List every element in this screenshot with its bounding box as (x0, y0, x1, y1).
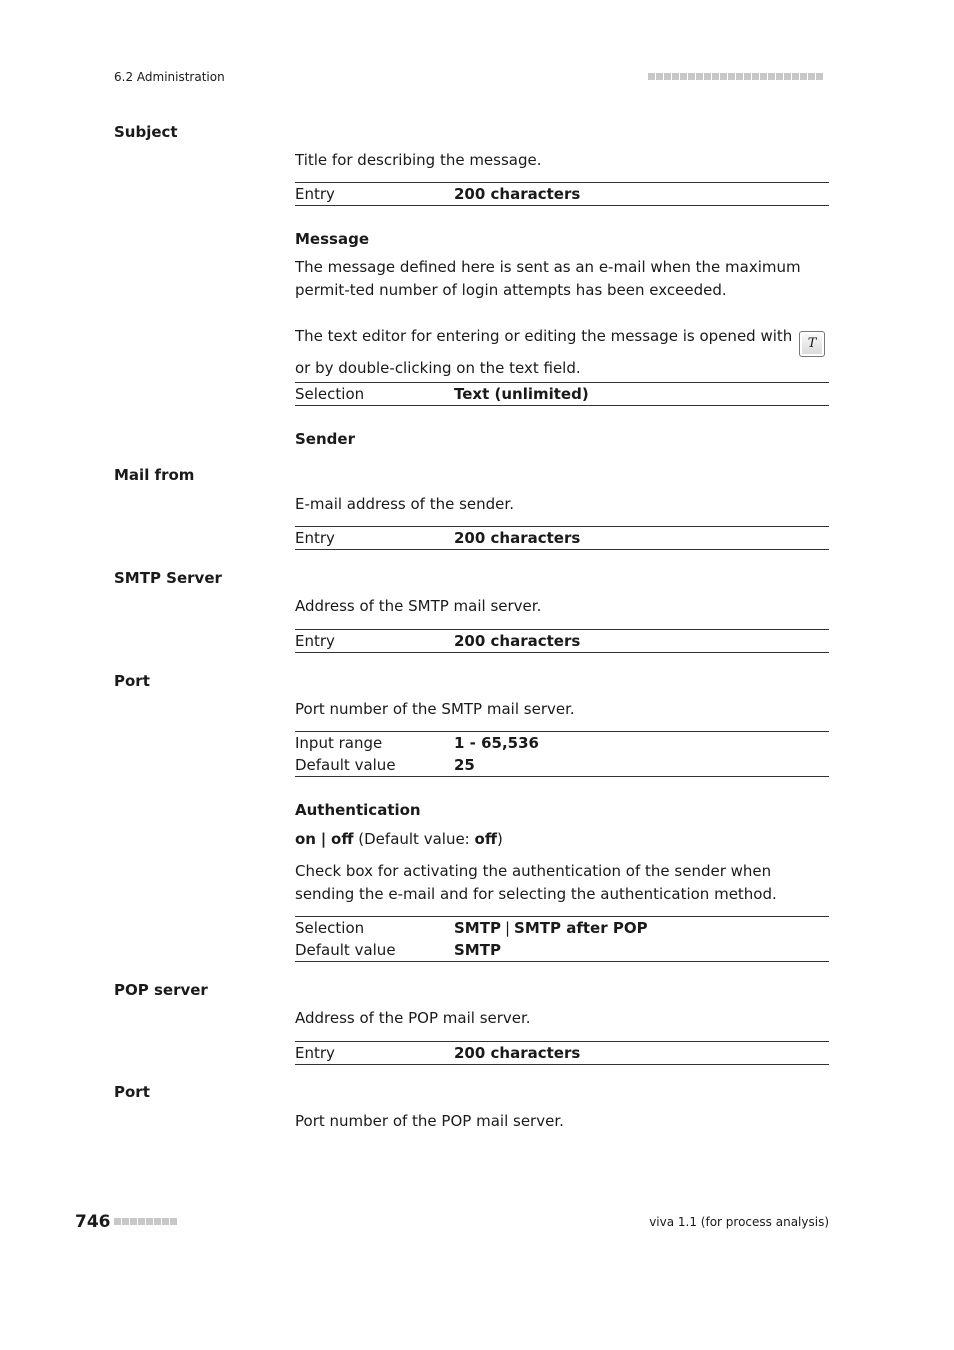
mail-from-table (295, 526, 829, 550)
table-key: Default value (295, 756, 396, 774)
term-smtp-server: SMTP Server (114, 569, 222, 587)
pop-server-table (295, 1041, 829, 1065)
authentication-values (295, 828, 829, 851)
table-row (295, 527, 829, 549)
message-editor-description (295, 325, 829, 380)
table-key: Selection (295, 385, 365, 403)
editor-text-pre: The text editor for entering or editing the message is opened with (295, 327, 793, 345)
header-decoration (648, 73, 823, 80)
table-key: Input range (295, 734, 383, 752)
table-value: 1 - 65,536 (454, 734, 539, 752)
smtp-server-description: Address of the SMTP mail server. (295, 597, 542, 615)
table-value: 25 (454, 756, 475, 774)
subject-table (295, 182, 829, 206)
default-value: off (474, 830, 497, 848)
footer-decoration (114, 1218, 177, 1225)
table-value: SMTP (454, 941, 501, 959)
table-row (295, 732, 829, 754)
table-row (295, 939, 829, 961)
heading-authentication: Authentication (295, 801, 421, 819)
table-row (295, 917, 829, 939)
term-port: Port (114, 672, 150, 690)
pop-server-description: Address of the POP mail server. (295, 1009, 531, 1027)
table-value: 200 characters (454, 185, 581, 203)
authentication-table (295, 916, 829, 962)
value-separator: | (320, 830, 327, 848)
editor-text-post: or by double-clicking on the text field. (295, 359, 581, 377)
table-value: 200 characters (454, 632, 581, 650)
table-value: 200 characters (454, 1044, 581, 1062)
pop-port-description: Port number of the POP mail server. (295, 1112, 564, 1130)
heading-sender: Sender (295, 430, 355, 448)
table-row (295, 1042, 829, 1064)
term-mail-from: Mail from (114, 466, 195, 484)
table-row (295, 630, 829, 652)
table-key: Entry (295, 185, 335, 203)
term-pop-port: Port (114, 1083, 150, 1101)
subject-description: Title for describing the message. (295, 151, 542, 169)
table-value: Text (unlimited) (454, 385, 589, 403)
default-prefix: (Default value: (358, 830, 475, 848)
table-row (295, 754, 829, 776)
page-number: 746 (75, 1212, 111, 1232)
table-key: Default value (295, 941, 396, 959)
table-key: Entry (295, 1044, 335, 1062)
text-editor-button[interactable]: T (799, 331, 825, 357)
heading-message: Message (295, 230, 369, 248)
term-subject: Subject (114, 123, 178, 141)
value-off: off (331, 830, 354, 848)
header-section: 6.2 Administration (114, 70, 225, 84)
term-pop-server: POP server (114, 981, 208, 999)
default-suffix: ) (496, 830, 503, 848)
option-smtp-after-pop: SMTP after POP (514, 919, 648, 937)
table-row (295, 383, 829, 405)
message-table (295, 382, 829, 406)
message-description: The message defined here is sent as an e-mail when the maximum permit-ted number of login attempts has been exceeded. (295, 258, 801, 299)
footer-product: viva 1.1 (for process analysis) (649, 1215, 829, 1229)
table-key: Entry (295, 529, 335, 547)
port-table (295, 731, 829, 777)
authentication-description: Check box for activating the authentication of the sender when sending the e-mail and for selecting the authentication method. (295, 862, 777, 903)
table-value (454, 919, 648, 937)
mail-from-description: E-mail address of the sender. (295, 495, 514, 513)
option-separator: | (504, 919, 511, 937)
table-value: 200 characters (454, 529, 581, 547)
option-smtp: SMTP (454, 919, 501, 937)
smtp-server-table (295, 629, 829, 653)
value-on: on (295, 830, 316, 848)
table-row (295, 183, 829, 205)
table-key: Selection (295, 919, 365, 937)
table-key: Entry (295, 632, 335, 650)
port-description: Port number of the SMTP mail server. (295, 700, 575, 718)
